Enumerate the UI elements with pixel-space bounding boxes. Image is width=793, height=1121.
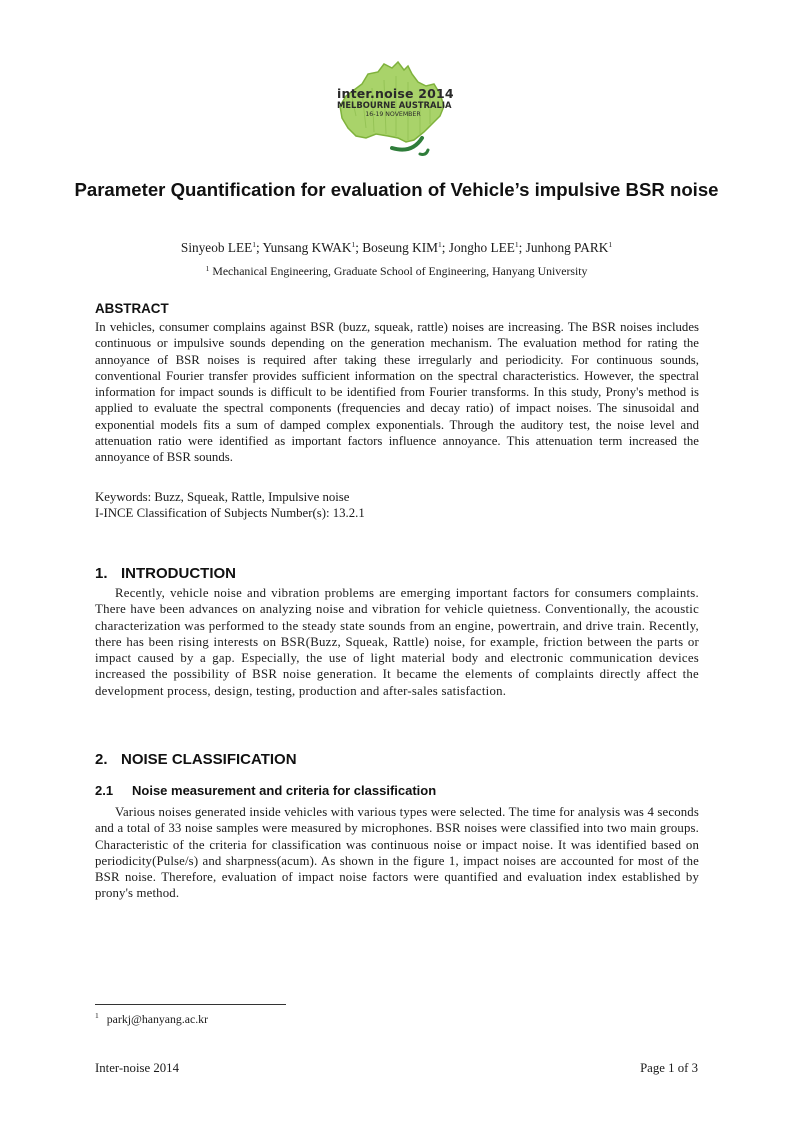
keywords: Keywords: Buzz, Squeak, Rattle, Impulsive noise	[95, 490, 350, 504]
author-list	[60, 239, 733, 257]
author-name: Junhong PARK	[525, 240, 609, 255]
author-name: Yunsang KWAK	[262, 240, 352, 255]
abstract-heading: ABSTRACT	[95, 301, 169, 316]
author-separator: ;	[355, 240, 363, 255]
subsection-title: Noise measurement and criteria for classification	[132, 783, 437, 798]
subsection-heading	[95, 782, 436, 799]
affiliation-mark: 1	[205, 264, 210, 273]
author-affiliation-mark: 1	[351, 240, 356, 249]
author-affiliation-mark: 1	[514, 240, 519, 249]
author-affiliation-mark: 1	[252, 240, 256, 249]
author-affiliation-mark: 1	[608, 240, 613, 249]
logo-text-main: inter.noise 2014	[337, 86, 454, 101]
footnote	[95, 1012, 208, 1027]
abstract-text: In vehicles, consumer complains against BSR (buzz, squeak, rattle) noises are increasing. The BSR noises includes continuous or impulsive sounds depending on the generation mechanism. The evaluation method for rating the annoyance of BSR noises is required after taking these irregularly and periodicity. For continuous sounds, conventional Fourier transfer provides sufficient information on the spectral characteristics. However, the spectral information for impact sounds is difficult to be identified from Fourier transforms. In this study, Prony's method is applied to evaluate the spectral components (frequencies and decay ratio) of impact noises. The sinusoidal and exponential models fits a sum of damped complex exponentials. Through the auditory test, the noise level and attenuation ratio were identified as important factors influence annoyance. This attenuation term increased the annoyance of BSR sounds.	[95, 320, 699, 465]
author-separator: ;	[441, 240, 449, 255]
affiliation	[60, 263, 733, 279]
introduction-text: Recently, vehicle noise and vibration problems are emerging important factors for consumers complaints. There have been advances on analyzing noise and vibration for vehicle quietness. Conventionally, the acoustic characterization was performed to the steady state sounds from an engine, powertrain, and drive train. Recently, there has been rising interests on BSR(Buzz, Squeak, Rattle) noise, for example, friction between the parts or impact caused by a gap. Especially, the use of light material body and electronic communication devices increased the possibility of BSR noise generation. It became the elements of complaints directly affect the development process, design, testing, production and after-sales satisfaction.	[95, 586, 699, 698]
footnote-mark: 1	[95, 1011, 99, 1020]
logo-text-location: MELBOURNE AUSTRALIA	[337, 100, 452, 110]
footer-conference: Inter-noise 2014	[95, 1061, 179, 1075]
section-heading-introduction	[95, 564, 236, 583]
section-heading-noise-classification	[95, 750, 297, 769]
author-name: Sinyeob LEE	[180, 240, 253, 255]
section-number: 1.	[95, 565, 108, 582]
footer-page-number: Page 1 of 3	[640, 1061, 698, 1075]
section-title: NOISE CLASSIFICATION	[121, 751, 297, 768]
ince-classification: I-INCE Classification of Subjects Number(s): 13.2.1	[95, 506, 365, 520]
section-number: 2.	[95, 751, 108, 768]
author-separator: ;	[255, 240, 263, 255]
subsection-number: 2.1	[95, 783, 114, 798]
subsection-text: Various noises generated inside vehicles with various types were selected. The time for analysis was 4 seconds and a total of 33 noise samples were measured by microphones. BSR noises were classified into two main groups. Characteristic of the criteria for classification was continuous noise or impact noise. It was identified based on periodicity(Pulse/s) and sharpness(acum). As shown in the figure 1, impact noises are accounted for most of the BSR noise. Therefore, evaluation of impact noise factors were quantified and evaluation index established by prony's method.	[95, 805, 699, 901]
author-separator: ;	[518, 240, 526, 255]
footnote-divider	[95, 1004, 286, 1005]
affiliation-text: Mechanical Engineering, Graduate School of Engineering, Hanyang University	[212, 264, 588, 278]
logo-text-date: 16-19 NOVEMBER	[365, 111, 421, 118]
footnote-email: parkj@hanyang.ac.kr	[106, 1012, 209, 1026]
section-title: INTRODUCTION	[121, 565, 236, 582]
author-name: Boseung KIM	[362, 240, 438, 255]
author-affiliation-mark: 1	[438, 240, 442, 249]
australia-map-icon	[332, 58, 454, 162]
author-name: Jongho LEE	[448, 240, 515, 255]
conference-logo	[332, 58, 454, 162]
paper-title: Parameter Quantification for evaluation of Vehicle’s impulsive BSR noise	[74, 179, 719, 200]
